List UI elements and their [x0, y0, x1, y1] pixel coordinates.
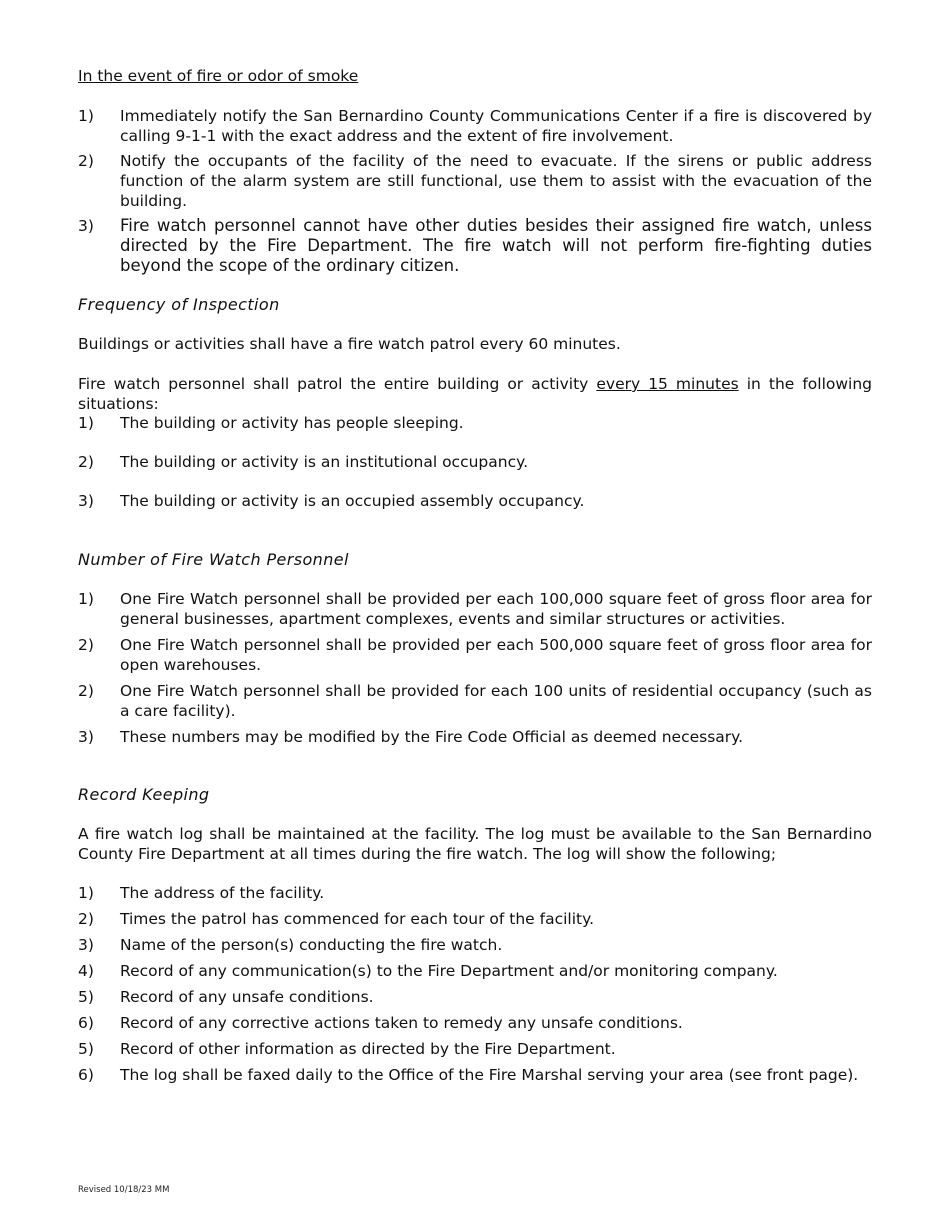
list-item: 2) Times the patrol has commenced for each tour of the facility. — [78, 910, 594, 928]
list-item: 3) These numbers may be modified by the Fire Code Official as deemed necessary. — [78, 728, 744, 746]
list-item: 2) One Fire Watch personnel shall be provided per each 500,000 square feet of gross floor area for open warehouses. — [78, 636, 872, 674]
frequency-list — [78, 413, 872, 511]
list-item: 2) The building or activity is an institutional occupancy. — [78, 453, 529, 471]
list-item: 1) The address of the facility. — [78, 884, 325, 902]
revision-footer: Revised 10/18/23 MM — [78, 1185, 170, 1195]
list-item: 1) The building or activity has people sleeping. — [78, 414, 464, 432]
records-paragraph: A fire watch log shall be maintained at the facility. The log must be available to the San Bernardino County Fire Department at all times during the fire watch. The log will show the following; — [78, 825, 872, 863]
frequency-paragraph-2: Fire watch personnel shall patrol the entire building or activity every 15 minutes in the following situations: — [78, 375, 873, 413]
list-item: 6) Record of any corrective actions taken to remedy any unsafe conditions. — [78, 1014, 683, 1032]
list-item: 5) Record of other information as directed by the Fire Department. — [78, 1040, 616, 1058]
frequency-heading: Frequency of Inspection — [78, 295, 280, 314]
list-item: 4) Record of any communication(s) to the Fire Department and/or monitoring company. — [78, 962, 778, 980]
event-list — [78, 106, 872, 276]
list-item: 1) Immediately notify the San Bernardino County Communications Center if a fire is discovered by calling 9-1-1 with the exact address and the extent of fire involvement. — [78, 107, 872, 145]
list-item: 2) Notify the occupants of the facility of the need to evacuate. If the sirens or public address function of the alarm system are still functional, use them to assist with the evacuation of the building. — [78, 152, 872, 210]
frequency-emphasis: every 15 minutes — [596, 375, 739, 393]
records-list — [78, 883, 872, 1085]
list-item: 3) Fire watch personnel cannot have other duties besides their assigned fire watch, unless directed by the Fire Department. The fire watch will not perform fire-fighting duties beyond the scope of the ordinary citizen. — [78, 216, 872, 275]
records-heading: Record Keeping — [78, 785, 210, 804]
list-item: 3) The building or activity is an occupied assembly occupancy. — [78, 492, 585, 510]
event-heading: In the event of fire or odor of smoke — [78, 67, 359, 85]
list-item: 3) Name of the person(s) conducting the fire watch. — [78, 936, 503, 954]
list-item: 6) The log shall be faxed daily to the Office of the Fire Marshal serving your area (see front page). — [78, 1066, 859, 1084]
personnel-heading: Number of Fire Watch Personnel — [78, 550, 349, 569]
list-item: 1) One Fire Watch personnel shall be provided per each 100,000 square feet of gross floor area for general businesses, apartment complexes, events and similar structures or activities. — [78, 590, 872, 628]
frequency-paragraph-1: Buildings or activities shall have a fire watch patrol every 60 minutes. — [78, 335, 621, 353]
list-item: 2) One Fire Watch personnel shall be provided for each 100 units of residential occupancy (such as a care facility). — [78, 682, 872, 720]
personnel-list — [78, 589, 872, 747]
list-item: 5) Record of any unsafe conditions. — [78, 988, 374, 1006]
